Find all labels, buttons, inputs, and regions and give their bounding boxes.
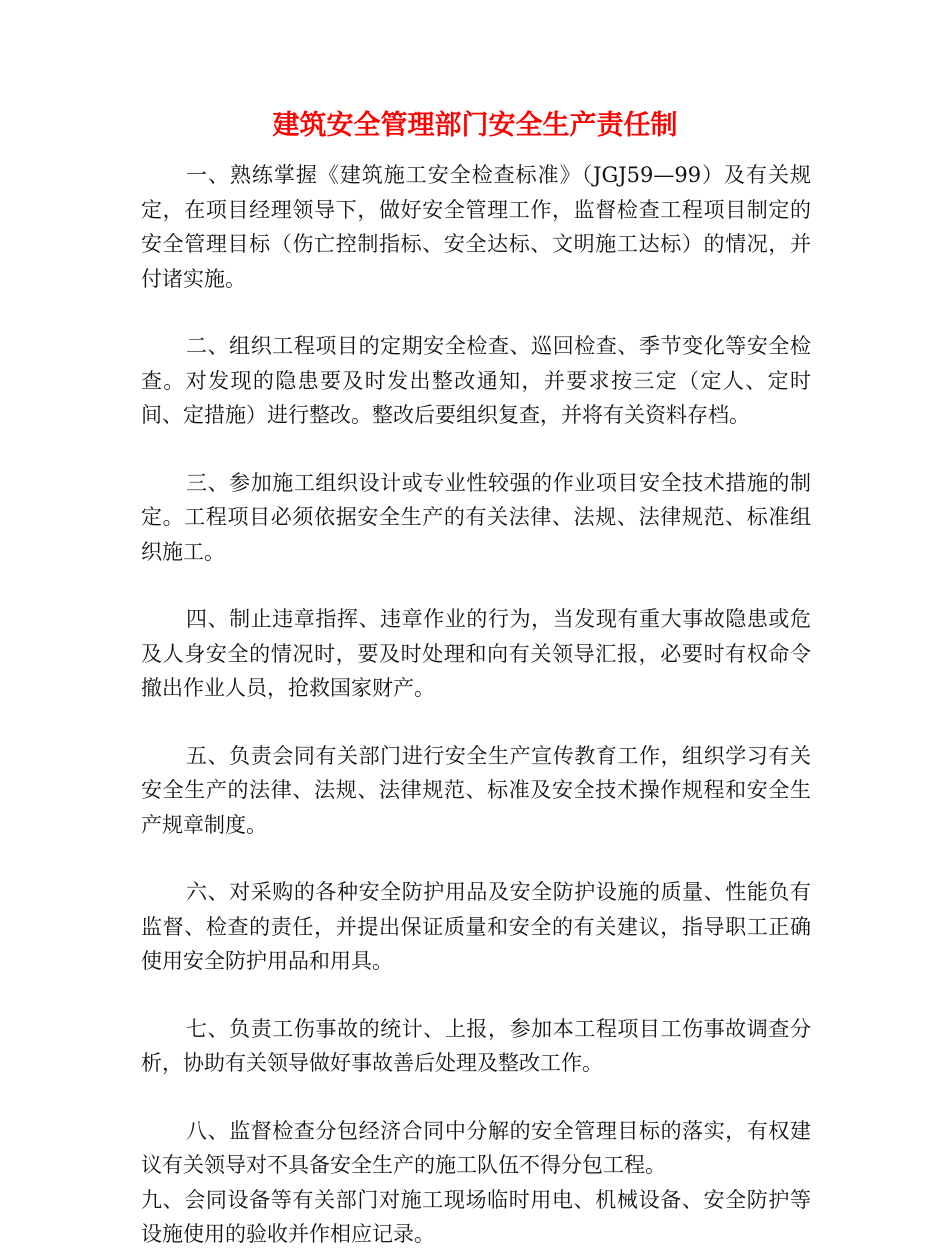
paragraph-7: 七、负责工伤事故的统计、上报，参加本工程项目工伤事故调查分析，协助有关领导做好事故善后处理及整改工作。 <box>141 1016 811 1075</box>
paragraph-9: 九、会同设备等有关部门对施工现场临时用电、机械设备、安全防护等设施使用的验收并作相应记录。 <box>141 1187 811 1246</box>
paragraph-4: 四、制止违章指挥、违章作业的行为，当发现有重大事故隐患或危及人身安全的情况时，要及时处理和向有关领导汇报，必要时有权命令撤出作业人员，抢救国家财产。 <box>141 607 811 700</box>
paragraph-2: 二、组织工程项目的定期安全检查、巡回检查、季节变化等安全检查。对发现的隐患要及时发出整改通知，并要求按三定（定人、定时间、定措施）进行整改。整改后要组织复查，并将有关资料存档。 <box>141 334 811 427</box>
document-body <box>141 158 811 1252</box>
paragraph-5: 五、负责会同有关部门进行安全生产宣传教育工作，组织学习有关安全生产的法律、法规、法律规范、标准及安全技术操作规程和安全生产规章制度。 <box>141 743 811 837</box>
paragraph-6: 六、对采购的各种安全防护用品及安全防护设施的质量、性能负有监督、检查的责任，并提出保证质量和安全的有关建议，指导职工正确使用安全防护用品和用具。 <box>141 880 811 973</box>
paragraph-3: 三、参加施工组织设计或专业性较强的作业项目安全技术措施的制定。工程项目必须依据安全生产的有关法律、法规、法律规范、标准组织施工。 <box>141 470 811 564</box>
document-title: 建筑安全管理部门安全生产责任制 <box>272 110 678 141</box>
paragraph-1: 一、熟练掌握《建筑施工安全检查标准》（JGJ59—99）及有关规定，在项目经理领导下，做好安全管理工作，监督检查工程项目制定的安全管理目标（伤亡控制指标、安全达标、文明施工达标）的情况，并付诸实施。 <box>141 163 811 291</box>
paragraph-8: 八、监督检查分包经济合同中分解的安全管理目标的落实，有权建议有关领导对不具备安全生产的施工队伍不得分包工程。 <box>141 1118 811 1177</box>
